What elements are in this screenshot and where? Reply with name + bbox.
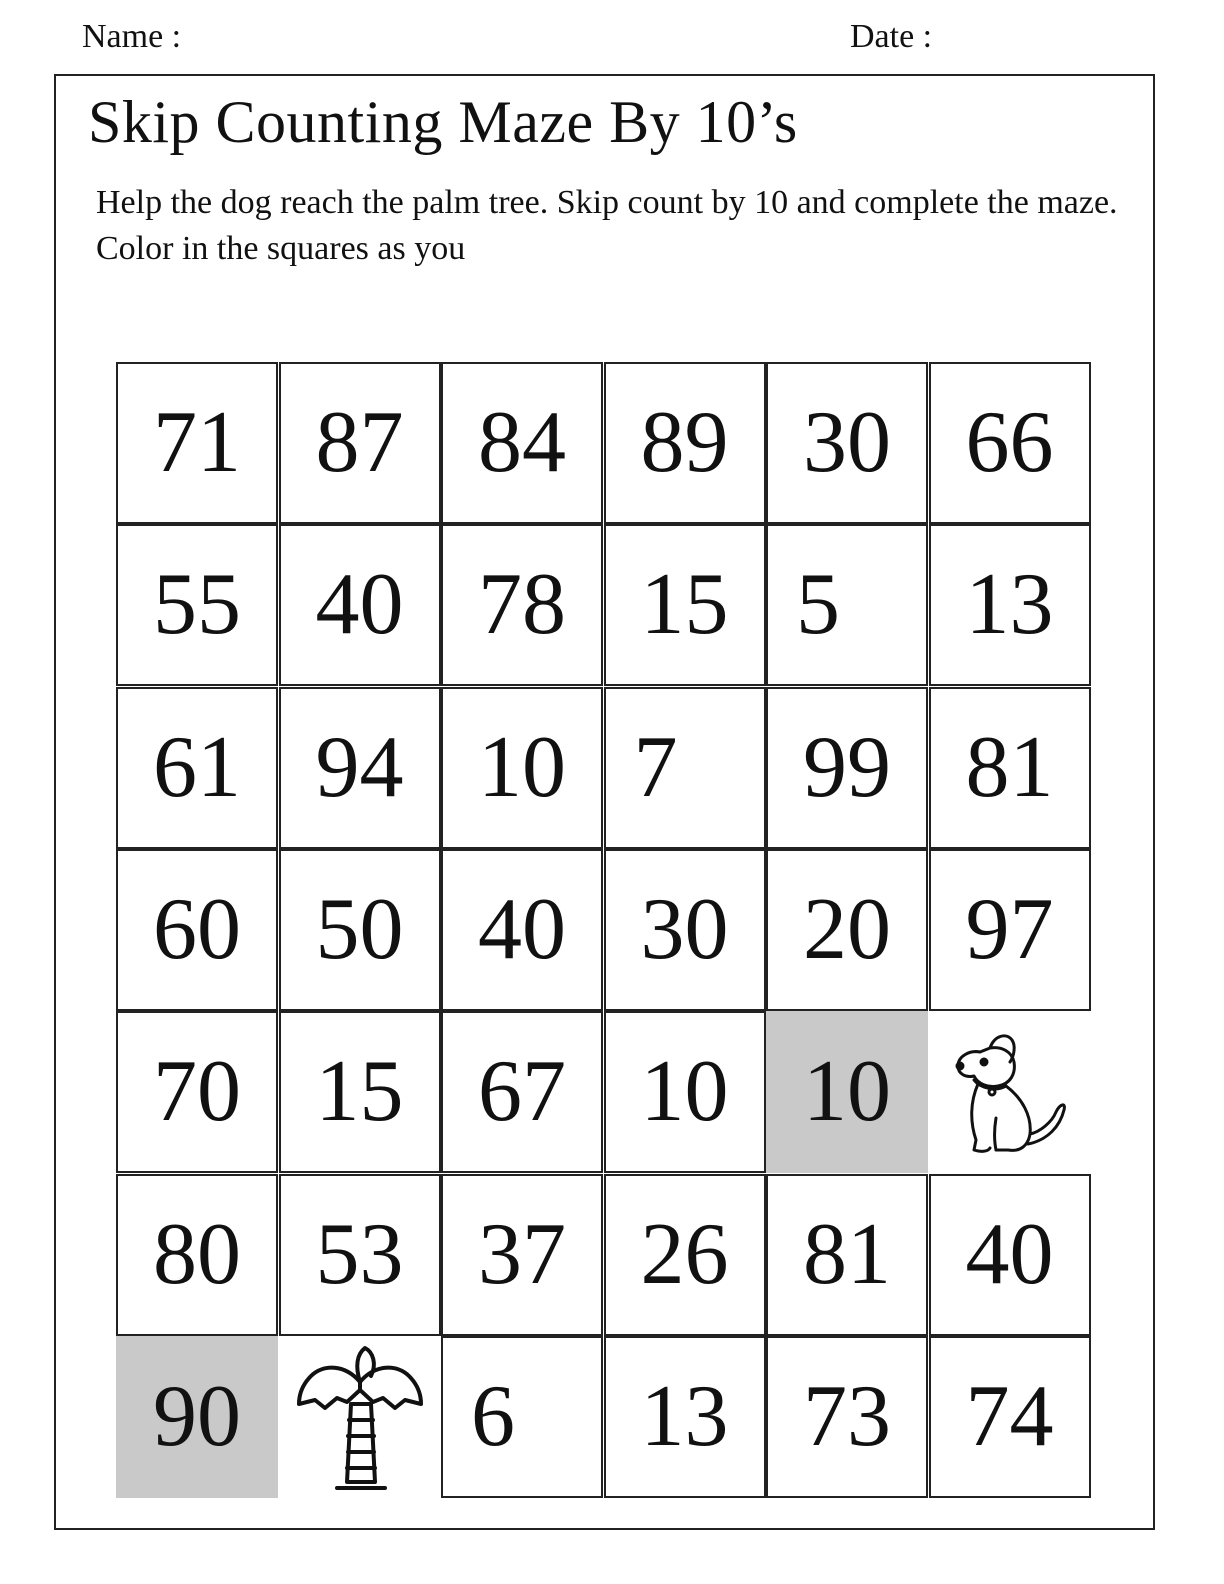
maze-cell-number: 40: [965, 1205, 1054, 1303]
maze-cell[interactable]: [929, 524, 1091, 686]
maze-cell-number: 81: [965, 718, 1054, 816]
maze-cell-number: 84: [478, 394, 566, 491]
maze-cell-number: 10: [640, 1043, 729, 1141]
maze-cell-number: 40: [315, 556, 404, 654]
maze-cell[interactable]: [766, 524, 928, 686]
maze-cell-number: 6: [471, 1367, 515, 1465]
maze-grid: [116, 362, 1091, 1498]
maze-cell-number: 13: [965, 556, 1054, 654]
name-label: Name :: [82, 18, 182, 55]
maze-cell[interactable]: [279, 687, 441, 849]
maze-cell[interactable]: [604, 1174, 766, 1336]
maze-cell[interactable]: [441, 524, 603, 686]
maze-cell[interactable]: [116, 362, 278, 524]
maze-cell-number: 40: [478, 880, 566, 978]
maze-cell-number: 71: [153, 394, 241, 491]
maze-cell[interactable]: [604, 1011, 766, 1173]
maze-cell[interactable]: [116, 1174, 278, 1336]
maze-cell-number: 78: [478, 556, 566, 654]
maze-cell-number: 81: [803, 1205, 891, 1303]
maze-cell-number: 30: [640, 880, 729, 978]
maze-cell-number: 89: [640, 394, 729, 491]
maze-cell-number: 10: [478, 718, 566, 816]
maze-cell-number: 74: [965, 1367, 1054, 1465]
maze-cell[interactable]: [929, 1174, 1091, 1336]
maze-cell-number: 73: [803, 1367, 891, 1465]
maze-cell-dog-icon[interactable]: [929, 1011, 1091, 1173]
maze-cell-number: 55: [153, 556, 241, 654]
maze-cell[interactable]: [441, 362, 603, 524]
maze-cell-number: 97: [965, 880, 1054, 978]
maze-cell-palm-tree-icon[interactable]: [279, 1336, 441, 1498]
maze-cell[interactable]: [279, 849, 441, 1011]
maze-cell-number: 87: [315, 394, 404, 491]
maze-cell[interactable]: [116, 1011, 278, 1173]
maze-cell-number: 10: [803, 1043, 891, 1141]
maze-cell[interactable]: [441, 687, 603, 849]
maze-cell-number: 61: [153, 718, 241, 816]
maze-cell-number: 30: [803, 394, 891, 491]
maze-cell[interactable]: [929, 849, 1091, 1011]
maze-cell-number: 70: [153, 1043, 241, 1141]
maze-cell[interactable]: [116, 1336, 278, 1498]
maze-cell[interactable]: [929, 1336, 1091, 1498]
maze-cell-number: 13: [640, 1367, 729, 1465]
maze-cell-number: 37: [478, 1205, 566, 1303]
maze-cell[interactable]: [116, 524, 278, 686]
maze-cell[interactable]: [279, 1174, 441, 1336]
maze-cell-number: 26: [640, 1205, 729, 1303]
maze-cell-number: 53: [315, 1205, 404, 1303]
instructions: Help the dog reach the palm tree. Skip count by 10 and complete the maze. Color in the squares as you: [96, 184, 1118, 267]
maze-cell[interactable]: [766, 1011, 928, 1173]
maze-cell[interactable]: [279, 1011, 441, 1173]
maze-cell-number: 15: [315, 1043, 404, 1141]
maze-cell[interactable]: [116, 687, 278, 849]
maze-cell[interactable]: [766, 1174, 928, 1336]
maze-cell[interactable]: [279, 524, 441, 686]
maze-cell[interactable]: [441, 849, 603, 1011]
maze-cell[interactable]: [279, 362, 441, 524]
maze-cell[interactable]: [766, 1336, 928, 1498]
maze-cell[interactable]: [604, 1336, 766, 1498]
maze-cell-number: 99: [803, 718, 891, 816]
maze-cell-number: 7: [633, 718, 678, 816]
maze-cell[interactable]: [766, 687, 928, 849]
maze-cell[interactable]: [766, 362, 928, 524]
maze-cell[interactable]: [441, 1174, 603, 1336]
maze-cell[interactable]: [604, 362, 766, 524]
maze-cell-number: 60: [153, 880, 241, 978]
maze-cell-number: 5: [796, 556, 840, 654]
maze-cell[interactable]: [116, 849, 278, 1011]
maze-cell[interactable]: [929, 362, 1091, 524]
maze-cell[interactable]: [604, 849, 766, 1011]
maze-cell-number: 67: [478, 1043, 566, 1141]
maze-cell-number: 80: [153, 1205, 241, 1303]
page-title: Skip Counting Maze By 10’s: [88, 89, 798, 155]
date-label: Date :: [850, 18, 933, 55]
maze-cell-number: 15: [640, 556, 729, 654]
maze-cell[interactable]: [604, 524, 766, 686]
maze-cell[interactable]: [441, 1011, 603, 1173]
maze-cell[interactable]: [604, 687, 766, 849]
maze-cell[interactable]: [929, 687, 1091, 849]
dog-icon: [940, 1022, 1080, 1162]
maze-cell-number: 90: [153, 1367, 241, 1465]
maze-cell-number: 50: [315, 880, 404, 978]
maze-cell-number: 20: [803, 880, 891, 978]
maze-cell-number: 94: [315, 718, 404, 816]
maze-cell[interactable]: [441, 1336, 603, 1498]
maze-cell-number: 66: [965, 394, 1054, 491]
palm-tree-icon: [285, 1342, 435, 1492]
maze-cell[interactable]: [766, 849, 928, 1011]
